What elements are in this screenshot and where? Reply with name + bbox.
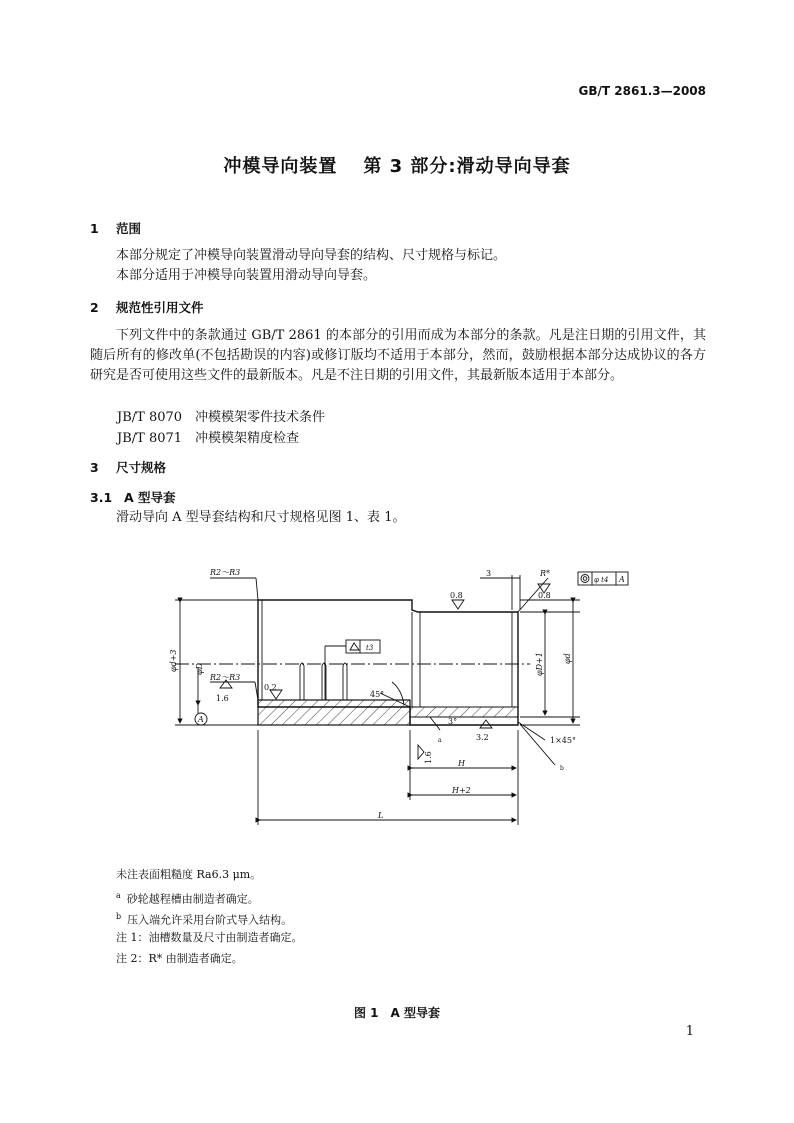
label-H: H (458, 759, 465, 768)
label-rough-16: 1.6 (216, 694, 229, 703)
label-phi-D1: φD+1 (535, 652, 544, 676)
section-3-number: 3 (90, 460, 99, 475)
section-3-1-title: A 型导套 (124, 490, 176, 505)
figure-caption: 图 1 A 型导套 (354, 1006, 440, 1020)
note-b-text: 压入端允许采用台阶式导入结构。 (127, 913, 293, 927)
note-b (116, 906, 303, 927)
note-a-text: 砂轮越程槽由制造者确定。 (126, 892, 259, 906)
reference-title: 冲模模架零件技术条件 (195, 410, 326, 425)
note-2: 注 2：R* 由制造者确定。 (116, 952, 243, 965)
label-chamfer: 1×45° (550, 736, 576, 745)
section-2-para-1: 下列文件中的条款通过 GB/T 2861 的本部分的引用而成为本部分的条款。凡是注日期的引用文件，其随后所有的修改单(不包括勘误的内容)或修订版均不适用于本部分，然而，鼓励根据本部分达成协议的各方研究是否可使用这些文件的最新版本。凡是不注日期的引用文件，其最新版本适用于本部分。 (90, 328, 706, 383)
label-phi-D: φD (195, 662, 204, 675)
label-r2r3-left: R2～R3 (210, 673, 241, 682)
label-angle-3: 3° (448, 717, 458, 726)
figure-notes (116, 864, 303, 969)
section-1-title: 范围 (116, 221, 142, 236)
title-part2: 第 3 部分:滑动导向导套 (363, 156, 571, 177)
page-number: 1 (685, 1024, 694, 1039)
label-dim-3: 3 (486, 569, 492, 578)
label-rough-08a: 0.8 (450, 591, 463, 600)
note-a-mark: a (116, 891, 121, 900)
reference-title: 冲模模架精度检查 (195, 431, 300, 446)
note-b-mark: b (116, 912, 122, 921)
label-L: L (378, 811, 384, 820)
label-datum-a: A (619, 575, 625, 584)
note-a (116, 885, 303, 906)
section-2-title: 规范性引用文件 (116, 300, 204, 315)
label-datum: A (198, 715, 204, 724)
standard-code: GB/T 2861.3—2008 (578, 84, 706, 98)
label-t4: φ t4 (594, 576, 609, 584)
label-rough-32: 3.2 (476, 733, 489, 742)
label-angle-45: 45° (370, 690, 385, 699)
reference-code: JB/T 8070 (117, 410, 183, 425)
note-general-roughness: 未注表面粗糙度 Ra6.3 μm。 (116, 868, 262, 881)
section-1-number: 1 (90, 221, 99, 236)
section-1-para-2: 本部分适用于冲模导向装置用滑动导向导套。 (116, 268, 377, 283)
section-1-para-1: 本部分规定了冲模导向装置滑动导向导套的结构、尺寸规格与标记。 (116, 248, 507, 263)
section-3-1-number: 3.1 (90, 490, 113, 505)
section-2-number: 2 (90, 300, 99, 315)
label-r2r3-top: R2～R3 (210, 568, 241, 577)
label-t3: t3 (366, 644, 374, 652)
label-rough-08b: 0.8 (538, 591, 551, 600)
label-rough-02: 0.2 (264, 683, 277, 692)
label-phi-d3: φd+3 (169, 649, 178, 672)
label-rstar: R* (540, 569, 551, 578)
section-3-1-para: 滑动导向 A 型导套结构和尺寸规格见图 1、表 1。 (116, 510, 406, 525)
label-rough-16b: 1.6 (424, 751, 433, 764)
reference-code: JB/T 8071 (117, 431, 183, 446)
label-H2: H+2 (452, 786, 471, 795)
section-3-title: 尺寸规格 (116, 460, 167, 475)
label-phi-d: φd (563, 653, 572, 664)
note-1: 注 1：油槽数量及尺寸由制造者确定。 (116, 931, 303, 944)
label-note-b: b (560, 765, 564, 772)
title-part1: 冲模导向装置 (223, 156, 338, 177)
label-note-a: a (438, 737, 442, 744)
